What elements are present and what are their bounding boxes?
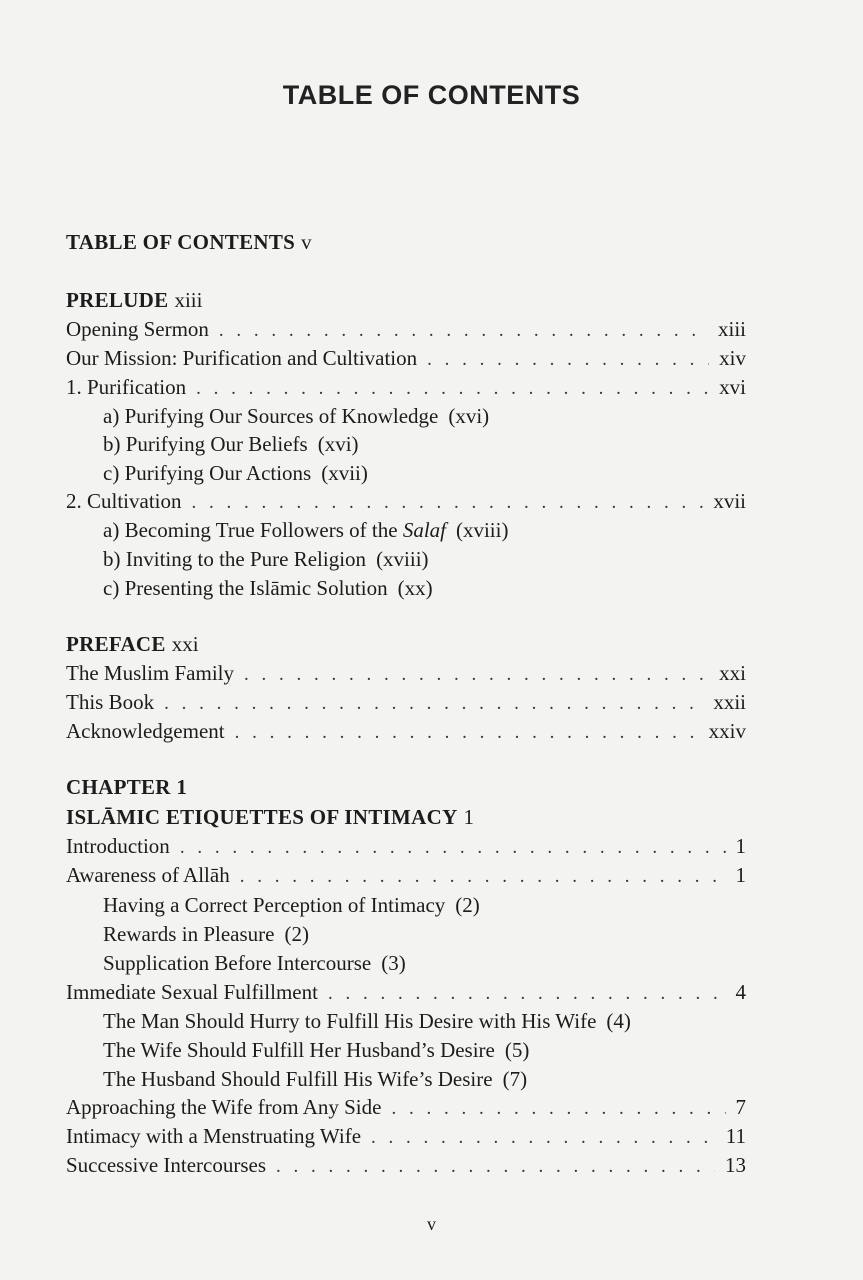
entry-page: xiv	[719, 346, 746, 370]
leader-dots	[192, 489, 704, 517]
entry-page: 4	[735, 980, 746, 1004]
toc-entry[interactable]	[66, 1093, 746, 1123]
toc-entry[interactable]	[66, 1122, 746, 1152]
section-title: PRELUDE	[66, 288, 169, 312]
entry-label: b) Inviting to the Pure Religion	[103, 547, 367, 571]
chapter-number: CHAPTER 1	[66, 775, 188, 799]
entry-ref: (xviii)	[376, 547, 429, 571]
entry-label: b) Purifying Our Beliefs	[103, 432, 308, 456]
page-title: TABLE OF CONTENTS	[282, 80, 581, 110]
entry-label	[103, 516, 446, 544]
leader-dots	[240, 863, 726, 891]
section-page: xxi	[171, 632, 199, 656]
entry-label: Introduction	[66, 834, 170, 858]
leader-dots	[391, 1095, 725, 1123]
chapter-title: ISLĀMIC ETIQUETTES OF INTIMACY	[66, 805, 458, 829]
entry-ref: (3)	[381, 951, 406, 975]
entry-label: The Muslim Family	[66, 661, 234, 685]
toc-subentry[interactable]	[103, 949, 743, 979]
entry-label: 1. Purification	[66, 375, 187, 399]
toc-entry[interactable]	[66, 717, 746, 747]
entry-label: This Book	[66, 690, 155, 714]
section-title: TABLE OF CONTENTS	[66, 230, 296, 254]
leader-dots	[276, 1153, 715, 1181]
toc-subentry[interactable]	[103, 1036, 743, 1066]
leader-dots	[180, 834, 726, 862]
entry-page: xvii	[713, 489, 746, 513]
entry-page: 7	[735, 1095, 746, 1119]
toc-entry[interactable]	[66, 659, 746, 689]
entry-label-text: a) Becoming True Followers of the	[103, 518, 398, 542]
page-number: v	[427, 1214, 436, 1234]
entry-page: xxiv	[708, 719, 746, 743]
entry-label: Awareness of Allāh	[66, 863, 230, 887]
entry-page: xxi	[719, 661, 746, 685]
entry-label: c) Presenting the Islāmic Solution	[103, 576, 388, 600]
toc-subentry[interactable]	[103, 459, 743, 489]
entry-page: xvi	[719, 375, 746, 399]
entry-page: 13	[725, 1153, 746, 1177]
toc-section-heading	[66, 228, 746, 258]
entry-ref: (2)	[455, 893, 480, 917]
toc-entry[interactable]	[66, 315, 746, 345]
entry-ref: (7)	[502, 1067, 528, 1091]
toc-entry[interactable]	[66, 487, 746, 517]
leader-dots	[427, 346, 709, 374]
leader-dots	[196, 375, 709, 403]
toc-subentry[interactable]	[103, 920, 743, 950]
chapter-label	[66, 773, 746, 803]
entry-page: 11	[725, 1124, 746, 1148]
entry-ref: (4)	[606, 1009, 631, 1033]
entry-label-italic: Salaf	[402, 518, 446, 542]
entry-ref: (2)	[284, 922, 309, 946]
chapter-page: 1	[463, 805, 475, 829]
toc-subentry[interactable]	[103, 1065, 743, 1095]
toc-entry[interactable]	[66, 688, 746, 718]
toc-entry[interactable]	[66, 373, 746, 403]
leader-dots	[244, 661, 709, 689]
toc-subentry[interactable]	[103, 516, 743, 546]
entry-label: Our Mission: Purification and Cultivation	[66, 346, 418, 370]
entry-page: 1	[735, 834, 746, 858]
entry-page: xxii	[713, 690, 746, 714]
entry-ref: (5)	[504, 1038, 530, 1062]
toc-subentry[interactable]	[103, 430, 743, 460]
toc-subentry[interactable]	[103, 1007, 743, 1037]
entry-label: a) Purifying Our Sources of Knowledge	[103, 404, 439, 428]
entry-label: Rewards in Pleasure	[103, 922, 275, 946]
entry-ref: (xvi)	[317, 432, 359, 456]
toc-entry[interactable]	[66, 832, 746, 862]
entry-label: 2. Cultivation	[66, 489, 182, 513]
entry-label: Approaching the Wife from Any Side	[66, 1095, 382, 1119]
toc-entry[interactable]	[66, 861, 746, 891]
section-title: PREFACE	[66, 632, 166, 656]
entry-ref: (xviii)	[455, 518, 509, 542]
toc-subentry[interactable]	[103, 574, 743, 604]
entry-label: The Wife Should Fulfill Her Husband’s Desire	[103, 1038, 495, 1062]
entry-page: 1	[735, 863, 746, 887]
section-page: v	[301, 230, 312, 254]
entry-label: c) Purifying Our Actions	[103, 461, 312, 485]
section-page: xiii	[174, 288, 203, 312]
entry-label: Acknowledgement	[66, 719, 225, 743]
prelude-section-heading	[66, 286, 746, 316]
chapter-heading	[66, 803, 746, 833]
toc-subentry[interactable]	[103, 402, 743, 432]
leader-dots	[219, 317, 708, 345]
entry-ref: (xvi)	[448, 404, 490, 428]
entry-label: Having a Correct Perception of Intimacy	[103, 893, 446, 917]
entry-label: Immediate Sexual Fulfillment	[66, 980, 318, 1004]
entry-ref: (xvii)	[321, 461, 368, 485]
entry-label: Opening Sermon	[66, 317, 209, 341]
entry-label: The Man Should Hurry to Fulfill His Desire with His Wife	[103, 1009, 597, 1033]
entry-label: The Husband Should Fulfill His Wife’s Desire	[103, 1067, 493, 1091]
leader-dots	[328, 980, 726, 1008]
entry-ref: (xx)	[397, 576, 433, 600]
toc-entry[interactable]	[66, 978, 746, 1008]
entry-page: xiii	[717, 317, 746, 341]
leader-dots	[371, 1124, 716, 1152]
preface-section-heading	[66, 630, 746, 660]
entry-label: Supplication Before Intercourse	[103, 951, 372, 975]
entry-label: Successive Intercourses	[66, 1153, 267, 1177]
toc-entry[interactable]	[66, 1151, 746, 1181]
toc-entry[interactable]	[66, 344, 746, 374]
toc-subentry[interactable]	[103, 891, 743, 921]
leader-dots	[164, 690, 703, 718]
toc-subentry[interactable]	[103, 545, 743, 575]
entry-label: Intimacy with a Menstruating Wife	[66, 1124, 362, 1148]
leader-dots	[235, 719, 699, 747]
